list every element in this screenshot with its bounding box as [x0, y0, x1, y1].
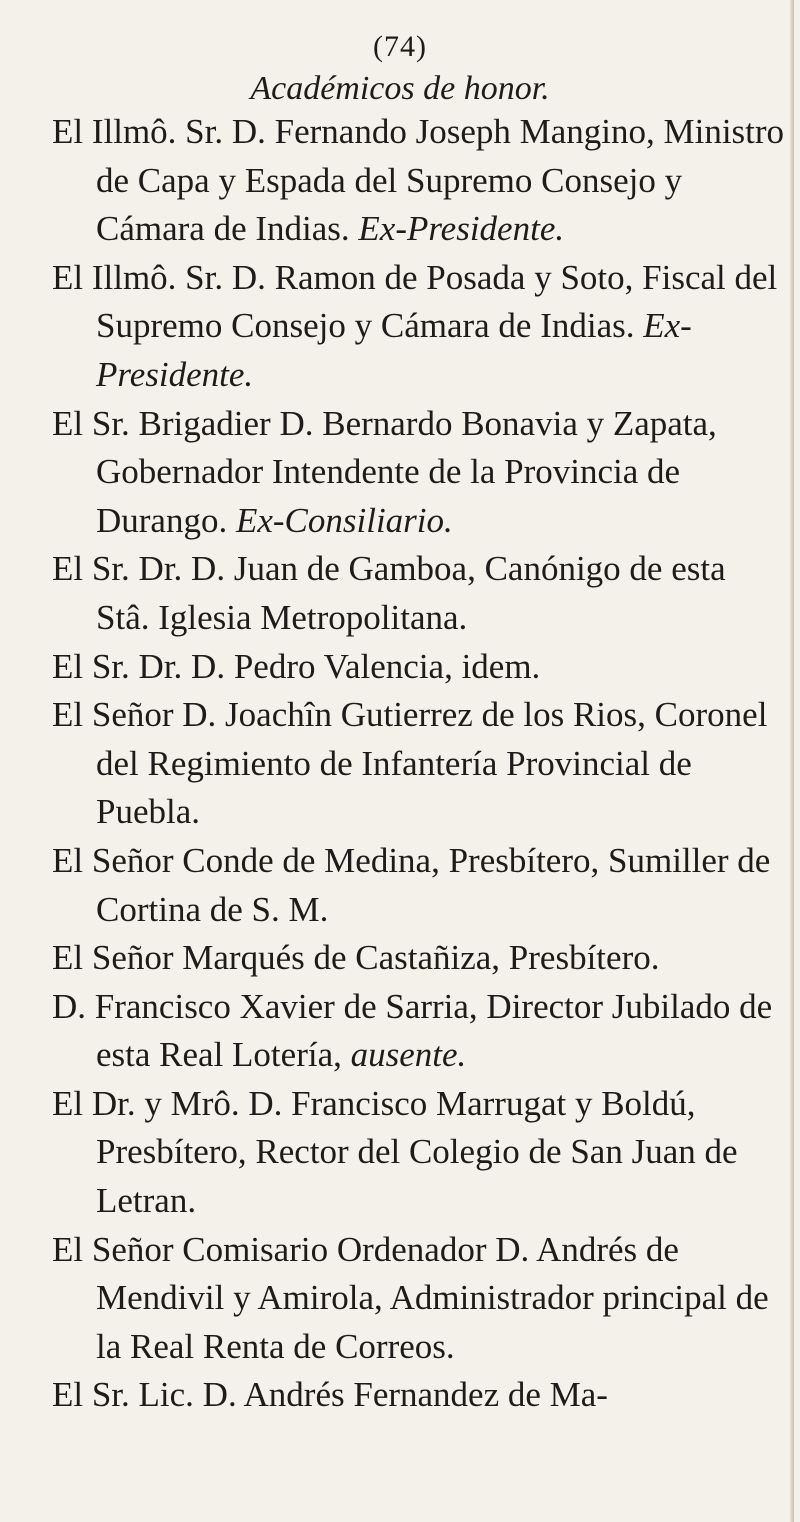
- entry-note: Ex-Presidente.: [96, 306, 692, 394]
- page-number: (74): [373, 30, 427, 63]
- list-entry: [52, 837, 787, 934]
- list-entry: [52, 1080, 787, 1226]
- list-entry: [52, 108, 787, 254]
- entry-text: El Señor Marqués de Castañiza, Presbítero.: [52, 938, 660, 978]
- list-entry: [52, 545, 787, 642]
- entry-text: El Illmô. Sr. D. Ramon de Posada y Soto, Fiscal del Supremo Consejo y Cámara de Indias.: [52, 257, 778, 346]
- entry-note: Ex-Consiliario.: [235, 500, 453, 540]
- member-list: [52, 108, 787, 1420]
- list-entry: [52, 1226, 787, 1372]
- entry-text: D. Francisco Xavier de Sarria, Director Jubilado de esta Real Lotería,: [52, 986, 773, 1075]
- section-heading: Académicos de honor.: [250, 70, 550, 107]
- entry-text: El Sr. Dr. D. Pedro Valencia, idem.: [52, 646, 541, 686]
- entry-note: Ex-Presidente.: [358, 209, 565, 249]
- list-entry: [52, 1371, 787, 1420]
- entry-text: El Sr. Brigadier D. Bernardo Bonavia y Zapata, Gobernador Intendente de la Provincia de Durango.: [52, 403, 717, 540]
- entry-text: El Señor Comisario Ordenador D. Andrés de Mendivil y Amirola, Administrador principal de la Real Renta de Correos.: [52, 1229, 769, 1366]
- entry-text: El Sr. Lic. D. Andrés Fernandez de Ma-: [52, 1375, 608, 1415]
- list-entry: [52, 254, 787, 400]
- list-entry: [52, 934, 787, 983]
- list-entry: [52, 983, 787, 1080]
- list-entry: [52, 643, 787, 692]
- list-entry: [52, 400, 787, 546]
- entry-text: El Señor D. Joachîn Gutierrez de los Rios, Coronel del Regimiento de Infantería Provincial de Puebla.: [52, 695, 768, 832]
- entry-text: El Sr. Dr. D. Juan de Gamboa, Canónigo de esta Stâ. Iglesia Metropolitana.: [52, 549, 726, 637]
- page-edge-shadow: [790, 0, 794, 1522]
- entry-text: El Señor Conde de Medina, Presbítero, Sumiller de Cortina de S. M.: [52, 840, 771, 929]
- list-entry: [52, 691, 787, 837]
- entry-note: ausente.: [350, 1035, 467, 1075]
- entry-text: El Dr. y Mrô. D. Francisco Marrugat y Boldú, Presbítero, Rector del Colegio de San Juan de Letran.: [52, 1083, 738, 1221]
- entry-text: El Illmô. Sr. D. Fernando Joseph Mangino, Ministro de Capa y Espada del Supremo Consejo y Cámara de Indias.: [52, 112, 785, 249]
